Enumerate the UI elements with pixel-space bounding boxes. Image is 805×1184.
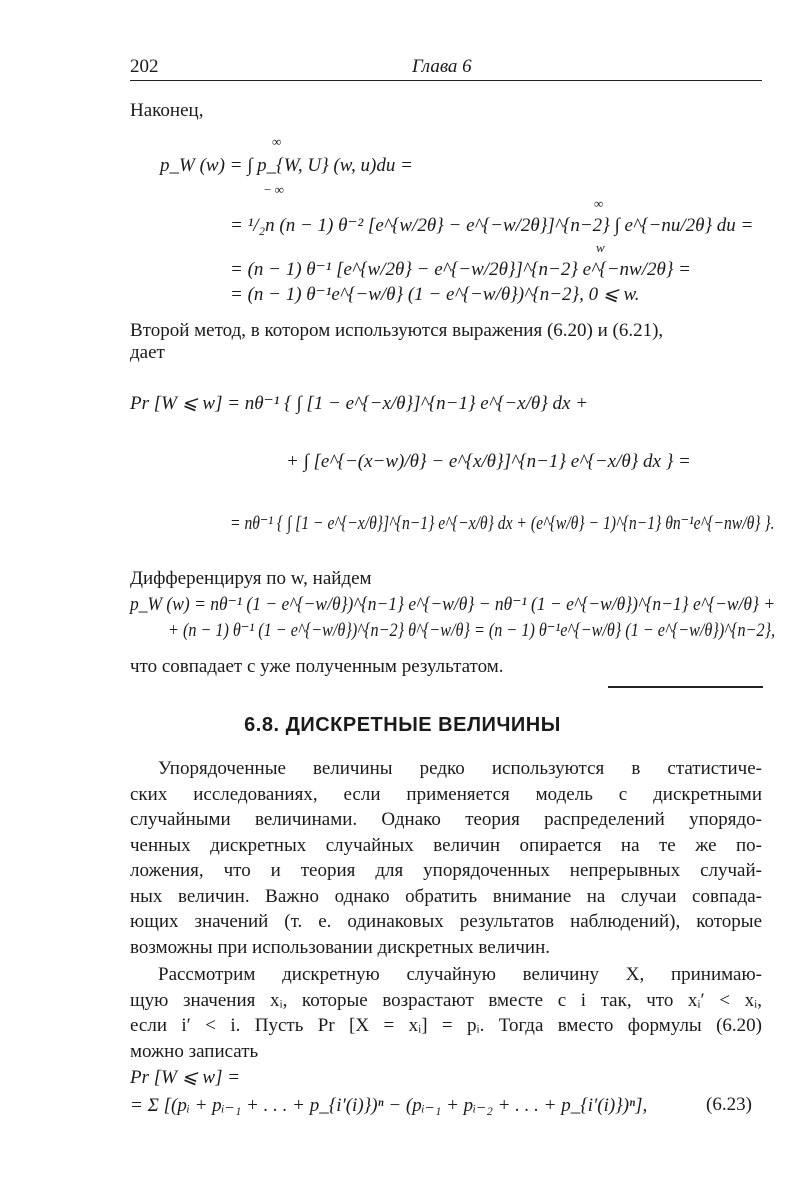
para1-line: ских исследованиях, если применяется модель с дискретными <box>130 783 762 805</box>
para2-line: щую значения xᵢ, которые возрастают вместе с i так, что xᵢ′ < xᵢ, <box>130 989 762 1011</box>
differentiate-text: Дифференцируя по w, найдем <box>130 568 372 589</box>
para1-line: ных величин. Важно однако обратить внимание на случаи совпада- <box>130 885 762 907</box>
method2-text-line2: дает <box>130 342 165 363</box>
para2-line: если i′ < i. Пусть Pr [X = xᵢ] = pᵢ. Тогда вместо формулы (6.20) <box>130 1015 762 1036</box>
running-head: Глава 6 <box>412 56 472 77</box>
eq2-line3: = nθ⁻¹ { ∫ [1 − e^{−x/θ}]^{n−1} e^{−x/θ} dx + (e^{w/θ} − 1)^{n−1} θn⁻¹e^{−nw/θ} }. <box>230 513 775 534</box>
para1-line: ложения, что и теория для упорядоченных непрерывных случай- <box>130 860 762 881</box>
eq1-line2-lower-limit: w <box>596 240 605 255</box>
eq1-line3: = (n − 1) θ⁻¹ [e^{w/2θ} − e^{−w/2θ}]^{n−2} e^{−nw/2θ} = <box>230 259 692 280</box>
coincide-text: что совпадает с уже полученным результатом. <box>130 656 504 677</box>
eq1-line4: = (n − 1) θ⁻¹e^{−w/θ} (1 − e^{−w/θ})^{n−2}, 0 ⩽ w. <box>230 284 640 305</box>
para1-line: ющих значений (т. е. одинаковых результатов наблюдений), которые <box>130 911 762 932</box>
eq1-line1: p_W (w) = ∫ p_{W, U} (w, u)du = <box>160 155 413 176</box>
equation-number: (6.23) <box>706 1094 752 1115</box>
paragraph-ordered-discrete <box>130 756 762 960</box>
header-rule <box>130 80 762 81</box>
para1-line: Упорядоченные величины редко используются в статистиче- <box>158 758 762 779</box>
eq1-line2-upper-limit: ∞ <box>594 196 604 211</box>
end-of-proof-rule <box>608 686 763 688</box>
integral-lower-limit: − ∞ <box>264 182 284 197</box>
integral-upper-limit: ∞ <box>272 134 282 149</box>
para2-line: можно записать <box>130 1040 259 1062</box>
eq3-line1: p_W (w) = nθ⁻¹ (1 − e^{−w/θ})^{n−1} e^{−w/θ} − nθ⁻¹ (1 − e^{−w/θ})^{n−1} e^{−w/θ} + <box>130 594 776 615</box>
eq3-line2: + (n − 1) θ⁻¹ (1 − e^{−w/θ})^{n−2} θ^{−w/θ} = (n − 1) θ⁻¹e^{−w/θ} (1 − e^{−w/θ})^{n−2}, <box>168 620 776 641</box>
page-number: 202 <box>130 56 159 77</box>
eq2-line2: + ∫ [e^{−(x−w)/θ} − e^{x/θ}]^{n−1} e^{−x/θ} dx } = <box>286 451 691 472</box>
para1-line: случайными величинами. Однако теория распределений упорядо- <box>130 809 762 830</box>
para1-line: возможны при использовании дискретных величин. <box>130 936 550 958</box>
eq2-line1: Pr [W ⩽ w] = nθ⁻¹ { ∫ [1 − e^{−x/θ}]^{n−1} e^{−x/θ} dx + <box>130 393 589 414</box>
eq4-line2: = Σ [(pᵢ + pᵢ₋₁ + . . . + p_{i′(i)})ⁿ − (pᵢ₋₁ + pᵢ₋₂ + . . . + p_{i′(i)})ⁿ], <box>130 1095 648 1116</box>
section-heading: 6.8. ДИСКРЕТНЫЕ ВЕЛИЧИНЫ <box>244 714 561 736</box>
eq1-line2: = ¹/₂n (n − 1) θ⁻² [e^{w/2θ} − e^{−w/2θ}]^{n−2} ∫ e^{−nu/2θ} du = <box>230 215 754 236</box>
para2-line: Рассмотрим дискретную случайную величину X, принимаю- <box>158 964 762 985</box>
method2-text-line1: Второй метод, в котором используются выражения (6.20) и (6.21), <box>130 320 664 341</box>
paragraph-discrete-variable <box>130 962 762 1064</box>
eq4-line1: Pr [W ⩽ w] = <box>130 1067 241 1088</box>
intro-word: Наконец, <box>130 100 204 121</box>
para1-line: ченных дискретных случайных величин опирается на те же по- <box>130 834 762 856</box>
